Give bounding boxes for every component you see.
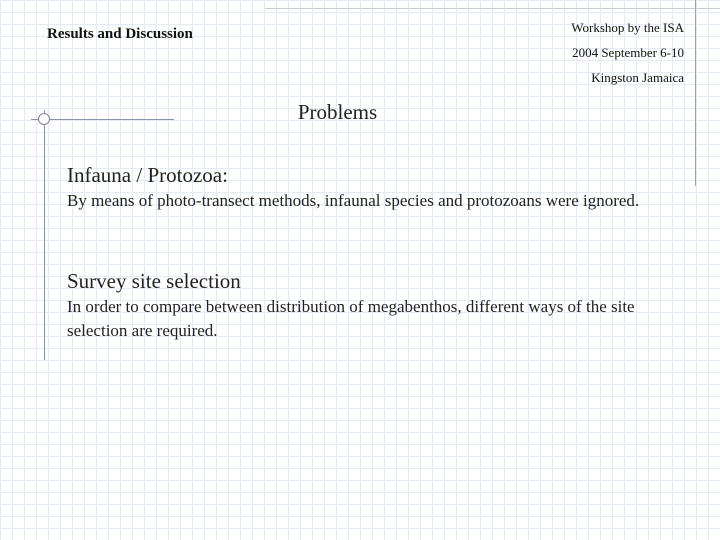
topic-survey-site — [67, 269, 687, 343]
header-info — [571, 19, 684, 94]
topic-heading: Infauna / Protozoa: — [67, 163, 228, 187]
section-title: Results and Discussion — [47, 26, 193, 42]
event-date: 2004 September 6-10 — [572, 45, 684, 60]
event-location: Kingston Jamaica — [591, 70, 684, 85]
decorative-top-line — [265, 8, 720, 9]
topic-heading: Survey site selection — [67, 269, 241, 293]
topic-body: In order to compare between distribution of megabenthos, different ways of the site selection are required. — [67, 297, 635, 340]
topic-infauna — [67, 163, 687, 213]
decorative-right-line — [695, 0, 696, 186]
slide-title: Problems — [297, 100, 378, 124]
decorative-vertical-line — [44, 110, 45, 360]
event-name: Workshop by the ISA — [571, 20, 684, 35]
topic-body: By means of photo-transect methods, infaunal species and protozoans were ignored. — [67, 191, 640, 210]
